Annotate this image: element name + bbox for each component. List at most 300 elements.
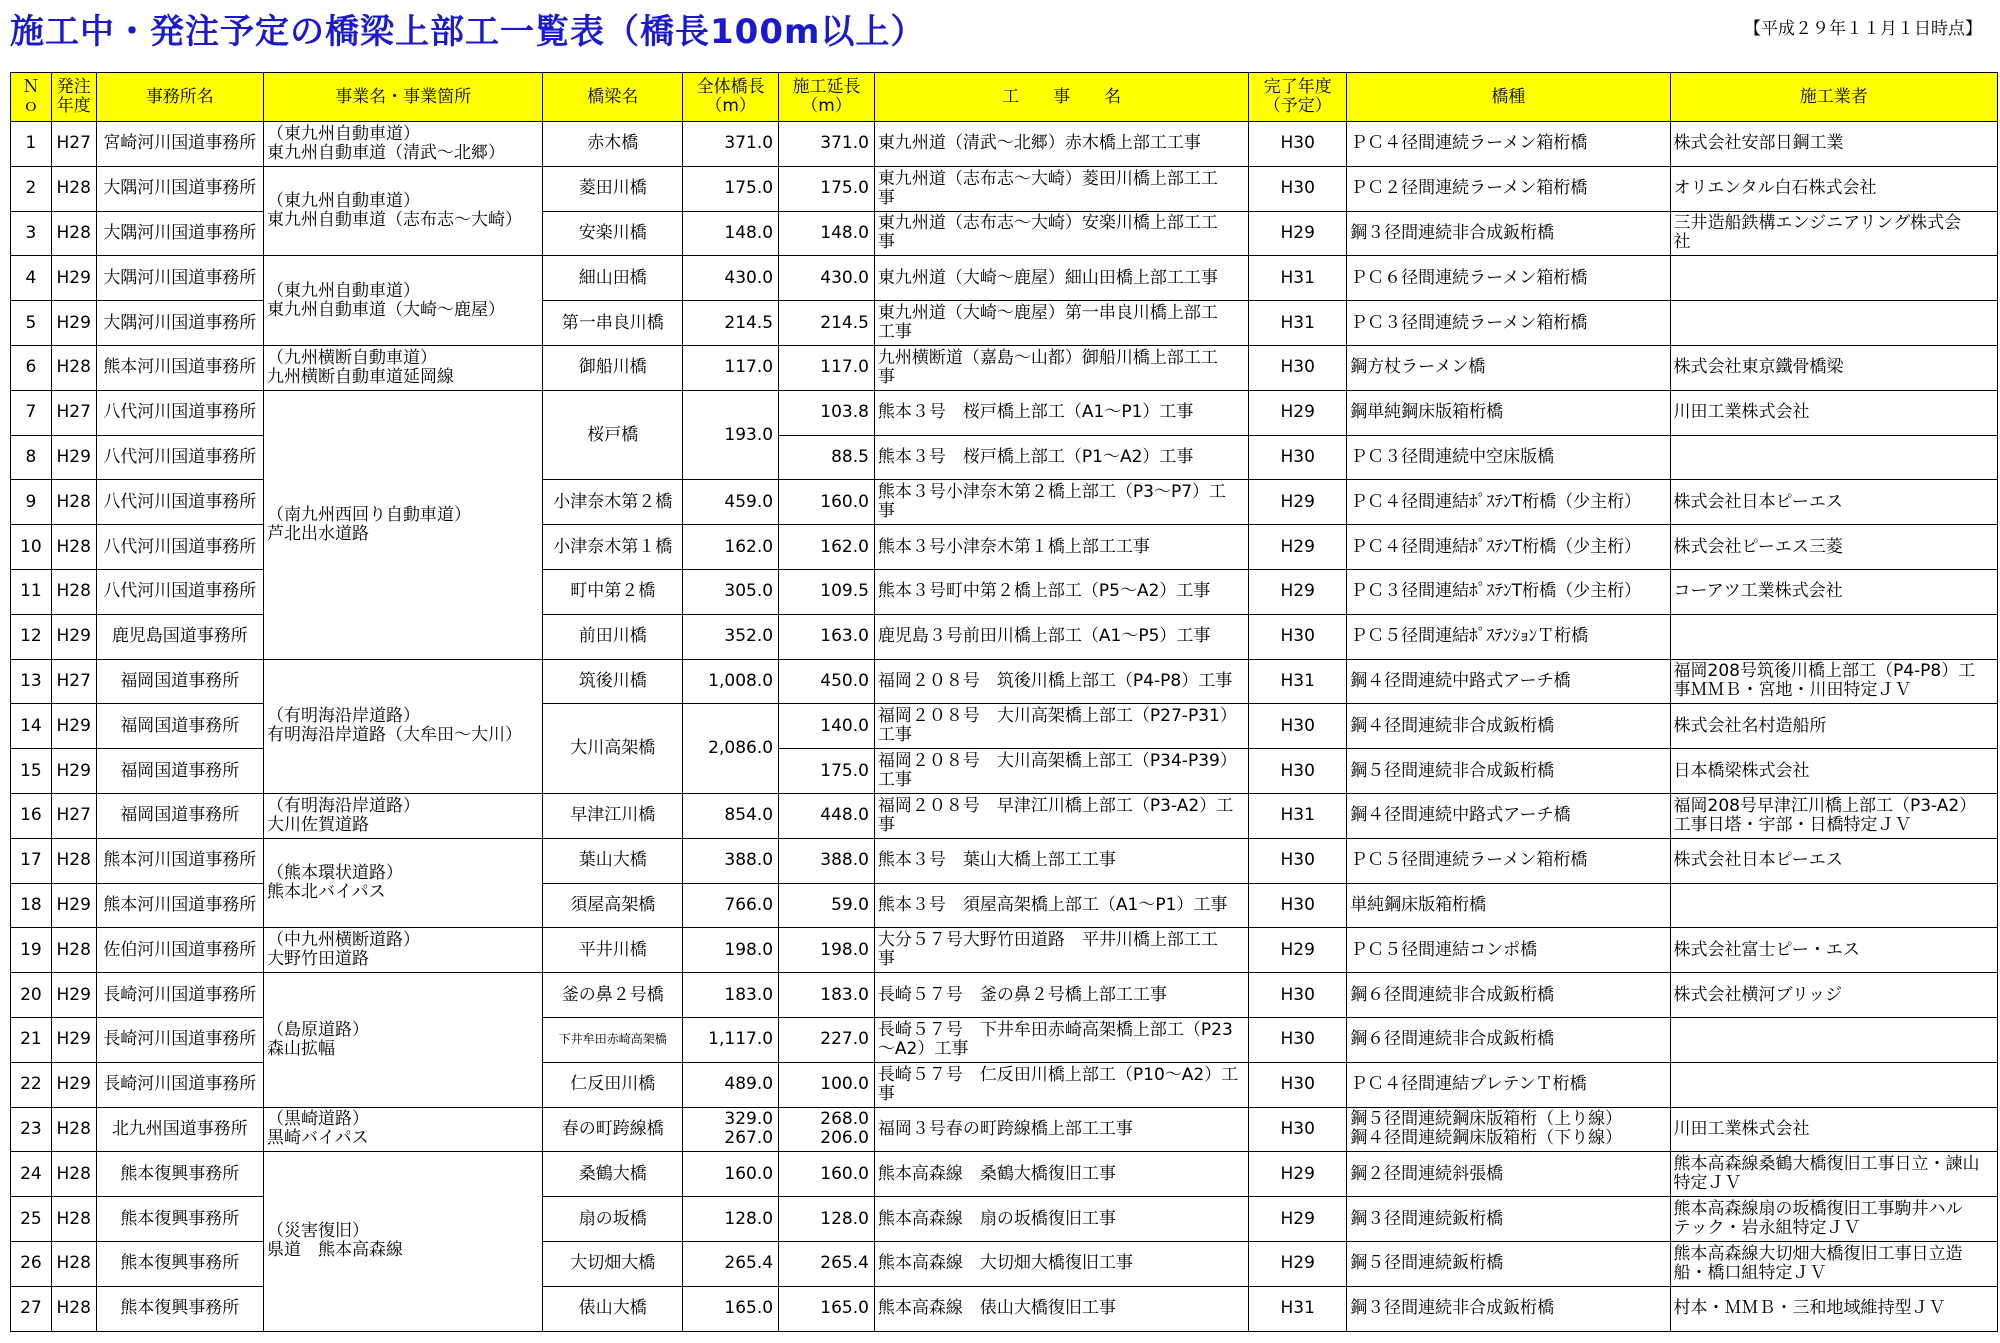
cell-bridge: 桑鶴大橋 [543,1152,683,1197]
header-contractor: 施工業者 [1670,73,1997,122]
cell-line: （東九州自動車道） [266,280,420,301]
cell-line: 388.0 [820,850,869,871]
cell-office: 大隅河川国道事務所 [96,256,263,301]
header-total-length: 全体橋長 （m） [683,73,779,122]
cell-line: ＰＣ３径間連結ﾎﾟｽﾃﾝT桁橋（少主桁） [1350,581,1642,602]
cell-line: 鋼単純鋼床版箱桁橋 [1350,402,1504,423]
cell-line: 福岡２０８号 早津江川橋上部工（P3-A2）工 [877,795,1234,816]
cell-line: 株式会社日本ピーエス [1673,491,1843,512]
cell-year: H28 [51,569,96,614]
cell-contractor [1670,345,1997,390]
cell-work-name [874,659,1248,704]
table-row [11,166,1998,211]
cell-line: 大野竹田道路 [266,949,369,970]
cell-office: 熊本復興事務所 [96,1241,263,1286]
cell-bridge: 下井牟田赤崎高架橋 [543,1017,683,1062]
cell-line: 九州横断道（嘉島～山都）御船川橋上部工工 [877,347,1218,368]
cell-office: 宮崎河川国道事務所 [96,122,263,167]
cell-bridge: 大切畑大橋 [543,1241,683,1286]
cell-line: 長崎５７号 下井牟田赤崎高架橋上部工（P23 [877,1019,1233,1040]
cell-completion: H31 [1249,1286,1347,1331]
page-title: 施工中・発注予定の橋梁上部工一覧表（橋長100m以上） [10,12,926,52]
cell-line: 大川佐賀道路 [266,814,369,835]
cell-line: 東九州道（志布志～大崎）安楽川橋上部工工 [877,213,1218,234]
cell-bridge-type [1347,390,1670,435]
cell-const-length [779,435,875,480]
cell-line: （災害復旧） [266,1221,369,1242]
cell-bridge-type [1347,704,1670,749]
cell-line: 東九州自動車道（志布志～大崎） [266,210,522,231]
cell-line: 459.0 [724,491,774,512]
cell-contractor [1670,166,1997,211]
cell-line: 長崎５７号 仁反田川橋上部工（P10～A2）工 [877,1064,1239,1085]
header-bridge-type: 橋種 [1347,73,1670,122]
cell-project [263,256,542,346]
cell-completion: H29 [1249,525,1347,570]
cell-work-name [874,1197,1248,1242]
cell-line: 305.0 [724,581,774,602]
cell-const-length [779,166,875,211]
cell-bridge: 大川高架橋 [543,704,683,794]
cell-no: 22 [11,1062,52,1107]
cell-line: 森山拡幅 [266,1038,335,1059]
cell-bridge: 前田川橋 [543,614,683,659]
cell-line: 鋼４径間連続鋼床版箱桁（下り線） [1350,1128,1623,1149]
cell-line: 熊本３号 須屋高架橋上部工（A1～P1）工事 [877,894,1228,915]
cell-work-name [874,793,1248,838]
cell-bridge-type [1347,659,1670,704]
cell-line: 福岡３号春の町跨線橋上部工工事 [877,1118,1133,1139]
header-work-name: 工 事 名 [874,73,1248,122]
cell-line: ～A2）工事 [877,1038,969,1059]
cell-line: 村本・ＭＭＢ・三和地域維持型ＪＶ [1673,1298,1946,1319]
cell-line: 鋼４径間連続中路式アーチ橋 [1350,805,1571,826]
cell-year: H27 [51,793,96,838]
cell-const-length [779,1062,875,1107]
table-row [11,390,1998,435]
cell-line: 206.0 [820,1128,869,1149]
cell-line: （島原道路） [266,1019,369,1040]
cell-bridge: 俵山大橋 [543,1286,683,1331]
header-const-length: 施工延長 （m） [779,73,875,122]
cell-line: （南九州西回り自動車道） [266,504,471,525]
cell-completion: H29 [1249,480,1347,525]
cell-bridge-type [1347,1241,1670,1286]
cell-no: 3 [11,211,52,256]
cell-line: 183.0 [724,984,774,1005]
cell-no: 8 [11,435,52,480]
cell-contractor [1670,704,1997,749]
cell-line: 165.0 [820,1298,869,1319]
cell-no: 5 [11,301,52,346]
cell-line: （九州横断自動車道） [266,347,437,368]
table-row [11,1107,1998,1152]
cell-const-length [779,1107,875,1152]
cell-office: 八代河川国道事務所 [96,435,263,480]
cell-office: 福岡国道事務所 [96,793,263,838]
cell-contractor [1670,1017,1997,1062]
cell-bridge: 赤木橋 [543,122,683,167]
header-office: 事務所名 [96,73,263,122]
table-row [11,122,1998,167]
cell-year: H28 [51,345,96,390]
cell-year: H29 [51,435,96,480]
cell-line: 熊本高森線 俵山大橋復旧工事 [877,1298,1116,1319]
cell-line: 工事 [877,725,912,746]
cell-line: 鋼３径間連続鈑桁橋 [1350,1208,1504,1229]
bridge-table [10,72,1998,1332]
cell-completion: H29 [1249,928,1347,973]
cell-line: 214.5 [724,312,774,333]
cell-contractor [1670,569,1997,614]
cell-bridge: 葉山大橋 [543,838,683,883]
cell-bridge-type [1347,928,1670,973]
cell-total-length [683,928,779,973]
cell-completion: H31 [1249,301,1347,346]
cell-line: 148.0 [820,222,869,243]
cell-line: 事 [877,949,895,970]
cell-const-length [779,883,875,928]
cell-line: 船・橋口組特定ＪＶ [1673,1262,1827,1283]
cell-line: 267.0 [724,1128,774,1149]
cell-year: H28 [51,1152,96,1197]
cell-bridge: 小津奈木第２橋 [543,480,683,525]
cell-completion: H30 [1249,1107,1347,1152]
cell-work-name [874,1241,1248,1286]
cell-completion: H30 [1249,166,1347,211]
cell-line: 有明海沿岸道路（大牟田～大川） [266,725,522,746]
cell-total-length [683,480,779,525]
cell-line: （熊本環状道路） [266,863,403,884]
cell-no: 24 [11,1152,52,1197]
cell-line: （黒崎道路） [266,1109,369,1130]
cell-line: 117.0 [724,357,774,378]
cell-line: 128.0 [820,1208,869,1229]
cell-total-length [683,704,779,794]
cell-bridge-type [1347,166,1670,211]
cell-const-length [779,659,875,704]
cell-completion: H30 [1249,345,1347,390]
cell-const-length [779,525,875,570]
cell-bridge-type [1347,838,1670,883]
cell-line: 352.0 [724,626,774,647]
cell-line: 株式会社横河ブリッジ [1673,984,1843,1005]
cell-const-length [779,793,875,838]
cell-line: ＰＣ４径間連結ﾎﾟｽﾃﾝT桁橋（少主桁） [1350,491,1642,512]
cell-year: H29 [51,749,96,794]
header-bridge: 橋梁名 [543,73,683,122]
cell-bridge-type [1347,883,1670,928]
cell-contractor [1670,1197,1997,1242]
cell-bridge-type [1347,793,1670,838]
cell-contractor [1670,525,1997,570]
cell-completion: H29 [1249,1241,1347,1286]
cell-line: 芦北出水道路 [266,523,369,544]
cell-bridge-type [1347,122,1670,167]
cell-const-length [779,928,875,973]
cell-line: 鋼４径間連続中路式アーチ橋 [1350,670,1571,691]
cell-work-name [874,301,1248,346]
cell-line: 265.4 [724,1253,774,1274]
cell-line: 鋼６径間連続非合成鈑桁橋 [1350,984,1555,1005]
cell-line: 株式会社日本ピーエス [1673,850,1843,871]
cell-year: H29 [51,704,96,749]
cell-line: 単純鋼床版箱桁橋 [1350,894,1487,915]
cell-const-length [779,480,875,525]
cell-line: 福岡２０８号 筑後川橋上部工（P4-P8）工事 [877,670,1233,691]
cell-total-length [683,614,779,659]
cell-work-name [874,928,1248,973]
cell-const-length [779,838,875,883]
cell-work-name [874,749,1248,794]
cell-contractor [1670,211,1997,256]
cell-work-name [874,1062,1248,1107]
cell-work-name [874,390,1248,435]
cell-line: 熊本３号 桜戸橋上部工（P1～A2）工事 [877,446,1194,467]
cell-work-name [874,256,1248,301]
cell-bridge-type [1347,525,1670,570]
cell-const-length [779,211,875,256]
cell-contractor [1670,1286,1997,1331]
cell-total-length [683,525,779,570]
cell-line: 鋼３径間連続非合成鈑桁橋 [1350,222,1555,243]
cell-line: オリエンタル白石株式会社 [1673,178,1877,199]
cell-line: 熊本高森線 扇の坂橋復旧工事 [877,1208,1116,1229]
cell-no: 21 [11,1017,52,1062]
cell-office: 鹿児島国道事務所 [96,614,263,659]
cell-line: 175.0 [724,178,774,199]
cell-total-length [683,122,779,167]
cell-line: 熊本３号小津奈木第２橋上部工（P3～P7）工 [877,482,1227,503]
cell-line: （中九州横断道路） [266,930,420,951]
cell-office: 大隅河川国道事務所 [96,166,263,211]
cell-no: 26 [11,1241,52,1286]
cell-completion: H31 [1249,793,1347,838]
cell-total-length [683,301,779,346]
cell-work-name [874,838,1248,883]
cell-office: 八代河川国道事務所 [96,525,263,570]
cell-bridge-type [1347,749,1670,794]
cell-bridge: 仁反田川橋 [543,1062,683,1107]
cell-project [263,1107,542,1152]
cell-bridge: 安楽川橋 [543,211,683,256]
cell-total-length [683,569,779,614]
cell-contractor [1670,301,1997,346]
cell-year: H28 [51,1107,96,1152]
cell-no: 15 [11,749,52,794]
cell-line: 熊本高森線扇の坂橋復旧工事駒井ハル [1673,1199,1963,1220]
cell-no: 7 [11,390,52,435]
cell-year: H28 [51,838,96,883]
cell-contractor [1670,659,1997,704]
cell-bridge-type [1347,1062,1670,1107]
cell-line: ＰＣ４径間連結ﾎﾟｽﾃﾝT桁橋（少主桁） [1350,536,1642,557]
cell-contractor [1670,838,1997,883]
cell-no: 16 [11,793,52,838]
cell-const-length [779,973,875,1018]
cell-office: 八代河川国道事務所 [96,390,263,435]
cell-completion: H29 [1249,390,1347,435]
cell-contractor [1670,614,1997,659]
cell-bridge: 御船川橋 [543,345,683,390]
cell-line: 日本橋梁株式会社 [1673,760,1810,781]
cell-line: 事 [877,501,895,522]
cell-line: 2,086.0 [708,738,774,759]
cell-total-length [683,390,779,480]
cell-line: 193.0 [724,424,774,445]
cell-year: H29 [51,301,96,346]
cell-contractor [1670,1062,1997,1107]
cell-work-name [874,883,1248,928]
cell-completion: H30 [1249,704,1347,749]
cell-line: 工事日塔・宇部・日橋特定ＪＶ [1673,814,1912,835]
cell-year: H29 [51,1017,96,1062]
cell-line: ＰＣ４径間連続ラーメン箱桁橋 [1350,133,1588,154]
cell-line: 160.0 [820,1163,869,1184]
cell-line: 100.0 [820,1074,869,1095]
cell-bridge-type [1347,1152,1670,1197]
cell-completion: H30 [1249,435,1347,480]
cell-line: 熊本３号町中第２橋上部工（P5～A2）工事 [877,581,1211,602]
cell-line: 工事 [877,770,912,791]
cell-completion: H31 [1249,659,1347,704]
cell-line: 長崎５７号 釜の鼻２号橋上部工工事 [877,984,1167,1005]
cell-line: 株式会社東京鐵骨橋梁 [1673,357,1844,378]
cell-office: 福岡国道事務所 [96,749,263,794]
cell-line: 214.5 [820,312,869,333]
cell-line: 東九州自動車道（清武～北郷） [266,142,505,163]
cell-work-name [874,1017,1248,1062]
cell-bridge-type [1347,301,1670,346]
cell-line: 88.5 [831,446,869,467]
cell-line: 株式会社富士ピー・エス [1673,939,1860,960]
cell-year: H28 [51,211,96,256]
cell-line: 371.0 [820,133,869,154]
cell-line: 熊本高森線大切畑大橋復旧工事日立造 [1673,1243,1963,1264]
cell-project [263,1152,542,1331]
cell-no: 19 [11,928,52,973]
cell-line: ＰＣ３径間連続中空床版橋 [1350,446,1555,467]
cell-line: 鹿児島３号前田川橋上部工（A1～P5）工事 [877,626,1211,647]
cell-total-length [683,211,779,256]
cell-office: 長崎河川国道事務所 [96,1017,263,1062]
cell-line: 489.0 [724,1074,774,1095]
cell-no: 9 [11,480,52,525]
cell-bridge: 小津奈木第１橋 [543,525,683,570]
cell-total-length [683,838,779,883]
cell-office: 熊本河川国道事務所 [96,838,263,883]
cell-line: 1,008.0 [708,670,774,691]
table-row [11,838,1998,883]
cell-line: 268.0 [820,1109,869,1130]
cell-line: 450.0 [820,670,869,691]
cell-project [263,838,542,928]
cell-bridge-type [1347,1197,1670,1242]
cell-contractor [1670,256,1997,301]
cell-line: 福岡208号筑後川橋上部工（P4-P8）工 [1673,661,1976,682]
cell-completion: H31 [1249,256,1347,301]
cell-line: 鋼５径間連続非合成鈑桁橋 [1350,760,1555,781]
cell-no: 23 [11,1107,52,1152]
cell-office: 熊本河川国道事務所 [96,345,263,390]
cell-line: 事ＭＭＢ・宮地・川田特定ＪＶ [1673,680,1912,701]
cell-line: 鋼３径間連続非合成鈑桁橋 [1350,1298,1555,1319]
cell-project [263,390,542,659]
header-no: Ｎｏ [11,73,52,122]
cell-no: 11 [11,569,52,614]
cell-project [263,166,542,256]
cell-year: H28 [51,480,96,525]
cell-contractor [1670,1241,1997,1286]
cell-line: ＰＣ２径間連続ラーメン箱桁橋 [1350,178,1588,199]
cell-const-length [779,749,875,794]
cell-completion: H29 [1249,1152,1347,1197]
cell-no: 2 [11,166,52,211]
cell-line: 株式会社名村造船所 [1673,715,1827,736]
cell-bridge-type [1347,211,1670,256]
cell-contractor [1670,480,1997,525]
table-row [11,345,1998,390]
cell-line: 黒崎バイパス [266,1128,369,1149]
cell-no: 20 [11,973,52,1018]
cell-project [263,793,542,838]
cell-line: 854.0 [724,805,774,826]
cell-completion: H30 [1249,749,1347,794]
cell-completion: H30 [1249,614,1347,659]
cell-line: 175.0 [820,178,869,199]
cell-work-name [874,1286,1248,1331]
cell-year: H29 [51,614,96,659]
cell-work-name [874,435,1248,480]
cell-work-name [874,569,1248,614]
cell-no: 12 [11,614,52,659]
cell-line: 熊本３号 桜戸橋上部工（A1～P1）工事 [877,402,1194,423]
cell-contractor [1670,390,1997,435]
cell-line: 198.0 [820,939,869,960]
table-row [11,1152,1998,1197]
cell-bridge-type [1347,614,1670,659]
cell-line: 熊本高森線 桑鶴大橋復旧工事 [877,1163,1116,1184]
cell-line: 163.0 [820,626,869,647]
cell-year: H28 [51,1197,96,1242]
cell-line: ＰＣ３径間連続ラーメン箱桁橋 [1350,312,1588,333]
cell-project [263,659,542,793]
cell-total-length [683,659,779,704]
cell-total-length [683,1107,779,1152]
cell-line: 熊本３号小津奈木第１橋上部工工事 [877,536,1150,557]
cell-line: 三井造船鉄構エンジニアリング株式会 [1673,213,1962,234]
cell-line: 社 [1673,232,1691,253]
cell-work-name [874,345,1248,390]
cell-total-length [683,973,779,1018]
cell-work-name [874,704,1248,749]
cell-line: 183.0 [820,984,869,1005]
cell-contractor [1670,122,1997,167]
cell-line: 128.0 [724,1208,774,1229]
cell-const-length [779,122,875,167]
cell-line: 175.0 [820,760,869,781]
cell-no: 6 [11,345,52,390]
cell-line: 117.0 [820,357,869,378]
cell-const-length [779,569,875,614]
cell-year: H29 [51,256,96,301]
cell-office: 長崎河川国道事務所 [96,973,263,1018]
cell-line: 165.0 [724,1298,774,1319]
cell-completion: H30 [1249,883,1347,928]
cell-line: 特定ＪＶ [1673,1173,1742,1194]
cell-work-name [874,122,1248,167]
cell-total-length [683,1017,779,1062]
